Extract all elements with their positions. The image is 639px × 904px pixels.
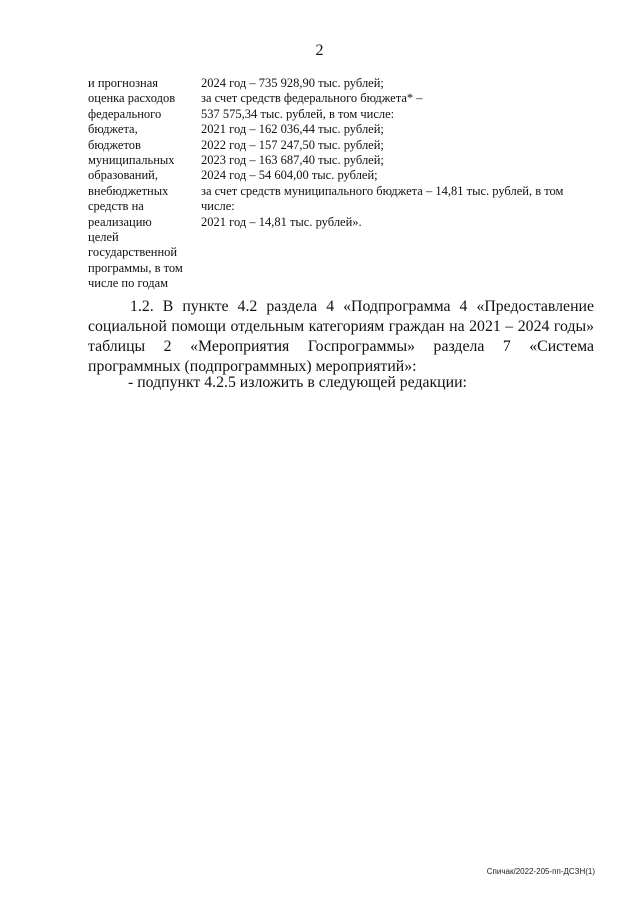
label-line: числе по годам bbox=[88, 276, 169, 291]
label-line: федерального bbox=[88, 106, 162, 121]
footer-document-code: Спичак/2022-205-пп-ДСЗН(1) bbox=[486, 867, 595, 876]
label-line: образований, bbox=[88, 168, 159, 183]
value-line: 2023 год – 163 687,40 тыс. рублей; bbox=[201, 153, 384, 168]
label-line: целей bbox=[88, 230, 119, 245]
label-line: государственной bbox=[88, 245, 178, 260]
value-line: 2021 год – 162 036,44 тыс. рублей; bbox=[201, 122, 384, 137]
value-line: 2024 год – 54 604,00 тыс. рублей; bbox=[201, 168, 378, 183]
label-line: программы, в том bbox=[88, 260, 183, 275]
paragraph-main-text: 1.2. В пункте 4.2 раздела 4 «Подпрограмма 4 «Предоставление социальной помощи отдельным категориям граждан на 2021 – 2024 годы» таблицы 2 «Мероприятия Госпрограммы» раздела 7 «Система программных (подпрограммных) мероприятий»: bbox=[88, 298, 594, 375]
label-line: средств на bbox=[88, 199, 144, 214]
paragraph-sub: - подпункт 4.2.5 изложить в следующей редакции: bbox=[128, 374, 467, 391]
label-line: муниципальных bbox=[88, 153, 175, 168]
value-line: 2021 год – 14,81 тыс. рублей». bbox=[201, 214, 362, 229]
value-line: 2024 год – 735 928,90 тыс. рублей; bbox=[201, 76, 384, 90]
table-value-column bbox=[201, 76, 591, 230]
value-line: за счет средств федерального бюджета* – bbox=[201, 91, 423, 106]
label-line: реализацию bbox=[88, 214, 152, 229]
label-line: бюджетов bbox=[88, 137, 141, 152]
table-label-column bbox=[88, 76, 200, 292]
label-line: бюджета, bbox=[88, 122, 138, 137]
value-line: числе: bbox=[201, 199, 235, 214]
value-line: 537 575,34 тыс. рублей, в том числе: bbox=[201, 106, 395, 121]
value-line: за счет средств муниципального бюджета – 14,81 тыс. рублей, в том bbox=[201, 183, 564, 198]
label-line: и прогнозная bbox=[88, 76, 158, 90]
value-line: 2022 год – 157 247,50 тыс. рублей; bbox=[201, 137, 384, 152]
page-number: 2 bbox=[315, 42, 324, 59]
label-line: оценка расходов bbox=[88, 91, 176, 106]
paragraph-main bbox=[88, 297, 594, 377]
label-line: внебюджетных bbox=[88, 183, 169, 198]
